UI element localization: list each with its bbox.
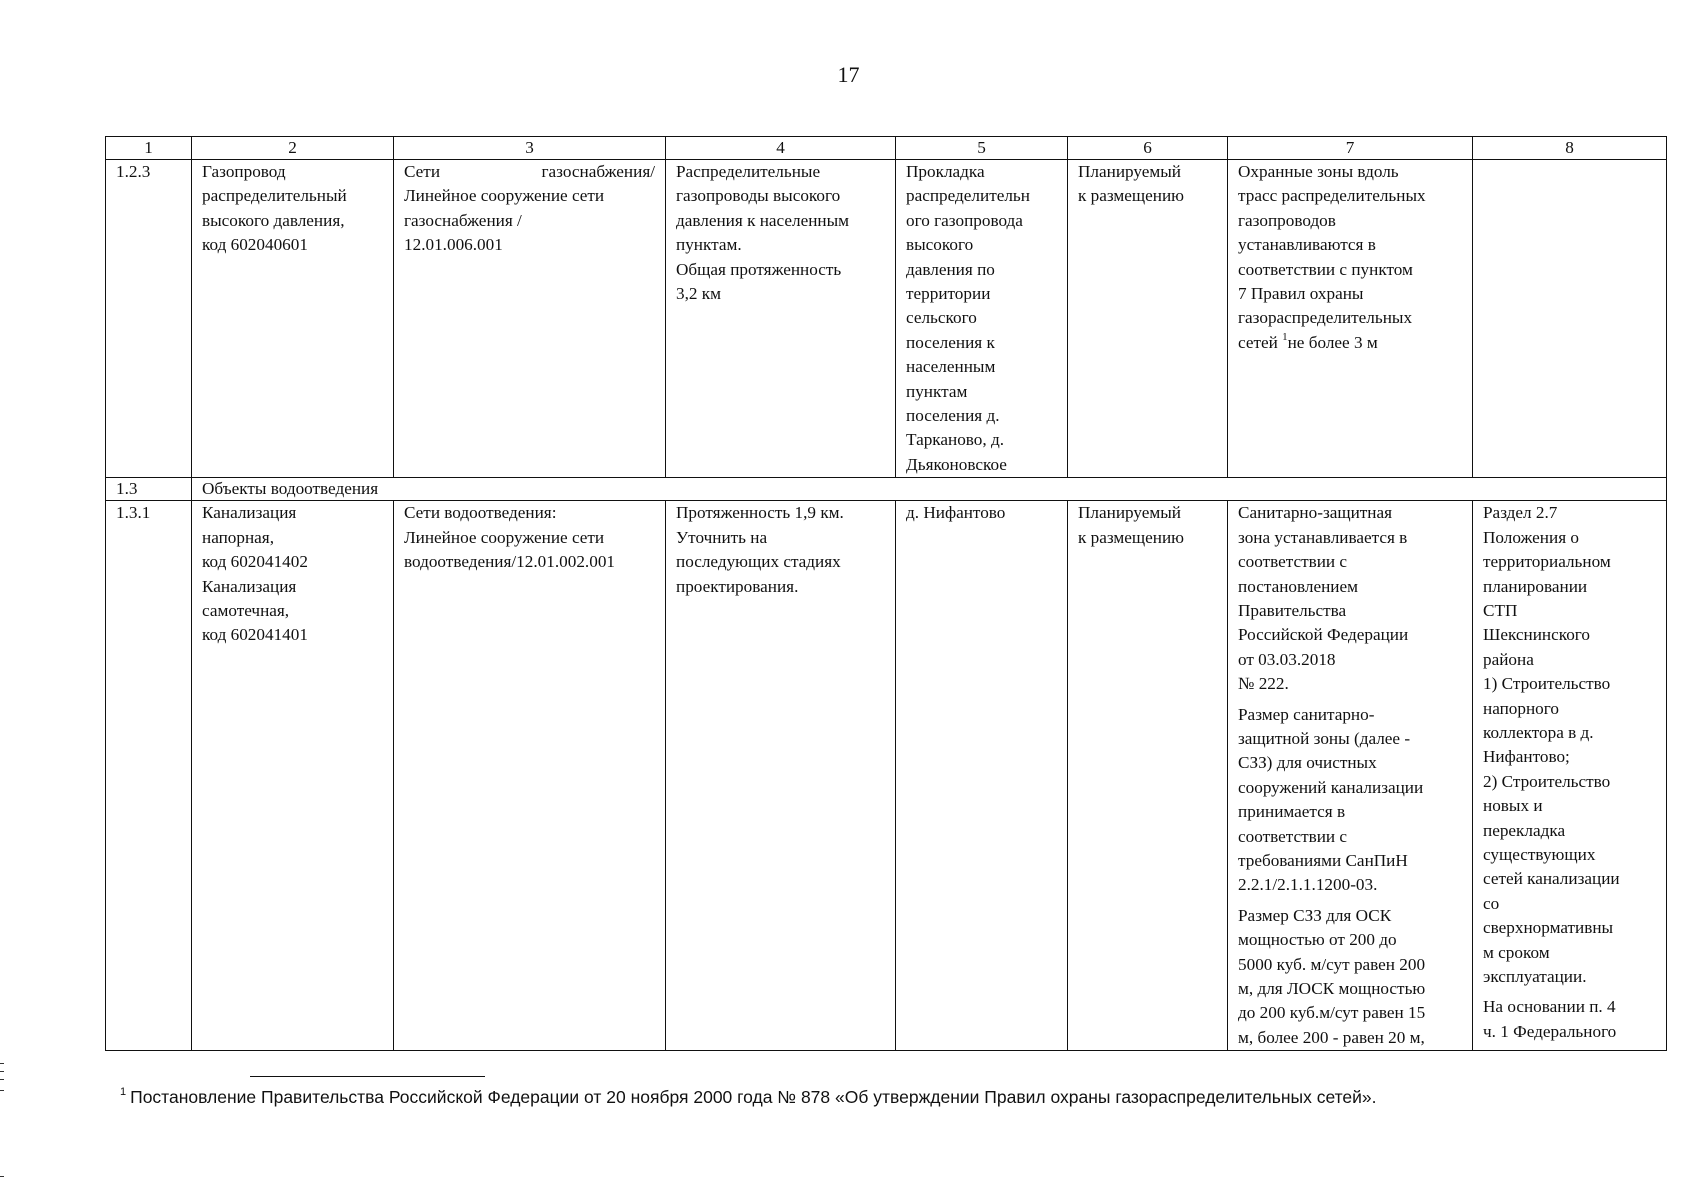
column-header: 5 (896, 137, 1068, 160)
column-header: 6 (1068, 137, 1228, 160)
scan-edge-mark (0, 1176, 4, 1177)
footnote-text: Постановление Правительства Российской Федерации от 20 ноября 2000 года № 878 «Об утверждении Правил охраны газораспределительных сетей». (130, 1087, 1377, 1107)
protection-zone-cell: Охранные зоны вдоль трасс распределительных газопроводов устанавливаются в соответствии с пунктом 7 Правил охраны газораспределительных сетей $^1$не более 3 м (1228, 160, 1473, 478)
characteristics-cell: Распределительные газопроводы высокого давления к населенным пунктам. Общая протяженность 3,2 км (666, 160, 896, 478)
characteristics-cell: Протяженность 1,9 км. Уточнить на последующих стадиях проектирования. (666, 501, 896, 1051)
footnote-mark: 1 (120, 1086, 127, 1098)
table-row (106, 501, 1667, 1051)
location-cell: д. Нифантово (896, 501, 1068, 1051)
column-header: 4 (666, 137, 896, 160)
column-header: 2 (192, 137, 394, 160)
table-row (106, 160, 1667, 478)
column-header: 8 (1473, 137, 1667, 160)
notes-cell (1473, 160, 1667, 478)
location-cell: Прокладка распределительн ого газопровода высокого давления по территории сельского поселения к населенным пунктам поселения д. Тарканово, д. Дьяконовское (896, 160, 1068, 478)
page-number: 17 (837, 62, 860, 87)
planning-objects-table (105, 136, 1667, 1051)
scan-edge-mark (0, 1063, 4, 1064)
footnote (120, 1087, 1377, 1108)
row-number-cell: 1.3.1 (106, 501, 192, 1051)
network-type-cell: Сети водоотведения: Линейное сооружение сети водоотведения/12.01.002.001 (394, 501, 666, 1051)
table-row (106, 478, 1667, 501)
header-row (106, 137, 1667, 160)
column-header: 3 (394, 137, 666, 160)
scan-edge-mark (0, 1079, 4, 1080)
protection-zone-cell: Санитарно-защитная зона устанавливается в соответствии с постановлением Правительства Российской Федерации от 03.03.2018 № 222. Размер санитарно- защитной зоны (далее - СЗЗ) для очистных сооружений канализации принимается в соответствии с требованиями СанПиН 2.2.1/2.1.1.1200-03. Размер СЗЗ для ОСК мощностью от 200 до 5000 куб. м/сут равен 200 м, для ЛОСК мощностью до 200 куб.м/сут равен 15 м, более 200 - равен 20 м, (1228, 501, 1473, 1051)
scan-edge-mark (0, 1071, 4, 1072)
row-number-cell: 1.2.3 (106, 160, 192, 478)
notes-cell: Раздел 2.7 Положения о территориальном планировании СТП Шекснинского района 1) Строительство напорного коллектора в д. Нифантово; 2) Строительство новых и перекладка существующих сетей канализации со сверхнормативны м сроком эксплуатации. На основании п. 4 ч. 1 Федерального (1473, 501, 1667, 1051)
row-number-cell: 1.3 (106, 478, 192, 501)
scan-edge-mark (0, 1090, 4, 1091)
footnote-separator (250, 1076, 485, 1077)
status-cell: Планируемый к размещению (1068, 501, 1228, 1051)
column-header: 1 (106, 137, 192, 160)
network-type-cell: Сети газоснабжения/ Линейное сооружение сети газоснабжения / 12.01.006.001 (394, 160, 666, 478)
section-title-cell: Объекты водоотведения (192, 478, 1667, 501)
object-name-cell: Канализация напорная, код 602041402 Канализация самотечная, код 602041401 (192, 501, 394, 1051)
column-header: 7 (1228, 137, 1473, 160)
object-name-cell: Газопровод распределительный высокого давления, код 602040601 (192, 160, 394, 478)
footnote-reference: 1 (1282, 330, 1288, 343)
status-cell: Планируемый к размещению (1068, 160, 1228, 478)
